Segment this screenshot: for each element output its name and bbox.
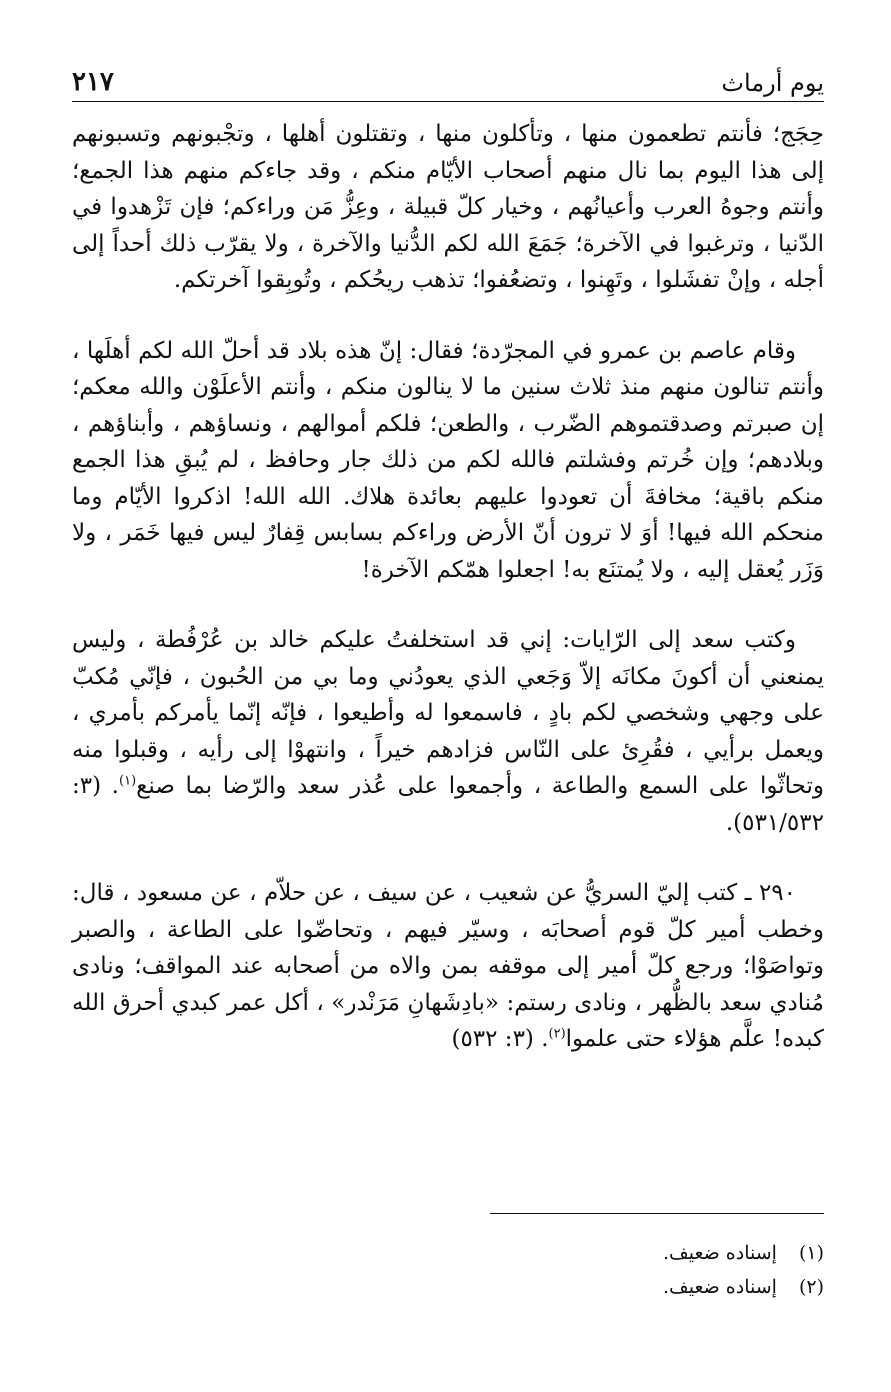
paragraph — [72, 333, 824, 589]
footnote-item — [490, 1236, 824, 1270]
footnote-number: (١) — [798, 1242, 824, 1264]
citation: . (٣: ٥٣٢) — [451, 1026, 549, 1052]
footnote-reference[interactable]: (١) — [119, 773, 137, 789]
footnote-reference[interactable]: (٢) — [548, 1026, 566, 1042]
page-header — [72, 52, 824, 102]
footnote-text: إسناده ضعيف. — [663, 1242, 777, 1264]
footnote-text: إسناده ضعيف. — [663, 1276, 777, 1298]
paragraph — [72, 875, 824, 1058]
footnotes — [490, 1236, 824, 1304]
paragraph-text: وقام عاصم بن عمرو في المجرّدة؛ فقال: إنّ هذه بلاد قد أحلّ الله لكم أهلَها ، وأنتم تنالون منهم منذ ثلاث سنين ما لا ينالون منكم ، وأنتم الأعلَوْن والله معكم؛ إن صبرتم وصدقتموهم الضّرب ، والطعن؛ فلكم أموالهم ، ونساؤهم ، وأبناؤهم ، وبلادهم؛ وإن خُرتم وفشلتم فالله لكم من ذلك جار وحافظ ، لم يُبقِ هذا الجمع منكم باقية؛ مخافةَ أن تعودوا عليهم بعائدة هلاك. الله الله! اذكروا الأيّام وما منحكم الله فيها! أوَ لا ترون أنّ الأرض وراءكم بسابس قِفارٌ ليس فيها خَمَر ، ولا وَزَر يُعقل إليه ، ولا يُمتنَع به! اجعلوا همّكم الآخرة! — [72, 337, 824, 583]
page-number: ٢١٧ — [72, 67, 114, 97]
main-text — [72, 116, 824, 1092]
footnote-number: (٢) — [798, 1276, 824, 1298]
running-title: يوم أرماث — [721, 69, 824, 97]
paragraph-text: حِجَج؛ فأنتم تطعمون منها ، وتأكلون منها ، وتقتلون أهلها ، وتجْبونهم وتسبونهم إلى هذا اليوم بما نال منهم أصحاب الأيّام منكم ، وقد جاءكم منهم هذا الجمع؛ وأنتم وجوهُ العرب وأعيانُهم ، وخيار كلّ قبيلة ، وعِزُّ مَن وراءكم؛ فإن تَزْهدوا في الدّنيا ، وترغبوا في الآخرة؛ جَمَعَ الله لكم الدُّنيا والآخرة ، ولا يقرّب ذلك أحداً إلى أجله ، وإنْ تفشَلوا ، وتَهِنوا ، وتضعُفوا؛ تذهب ريحُكم ، وتُوبِقوا آخرتكم. — [72, 121, 824, 293]
paragraph — [72, 622, 824, 841]
footnote-divider — [490, 1213, 824, 1214]
paragraph-text: ٢٩٠ ـ كتب إليّ السريُّ عن شعيب ، عن سيف ، عن حلاّم ، عن مسعود ، قال: وخطب أمير كلّ قوم أصحابَه ، وسيّر فيهم ، وتحاضّوا على الطاعة ، والصبر وتواصَوْا؛ ورجع كلّ أمير إلى موقفه بمن والاه من أصحابه عند المواقف؛ ونادى مُنادي سعد بالظُّهر ، ونادى رستم: «بادِشَهانِ مَرَنْدر» ، أكل عمر كبدي أحرق الله كبده! علَّم هؤلاء حتى علموا — [72, 880, 824, 1052]
citation: . (٣: ٥٣١/٥٣٢). — [72, 773, 824, 836]
paragraph — [72, 116, 824, 299]
paragraph-text: وكتب سعد إلى الرّايات: إني قد استخلفتُ عليكم خالد بن عُرْفُطة ، وليس يمنعني أن أكونَ مكانَه إلاّ وَجَعي الذي يعودُني وما بي من الحُبون ، فإنّي مُكبّ على وجهي وشخصي لكم بادٍ ، فاسمعوا له وأطيعوا ، فإنّه إنّما يأمركم بأمري ، ويعمل برأيي ، فقُرِئ على النّاس فزادهم خيراً ، وانتهوْا إلى رأيه ، وقبلوا منه وتحاثّوا على السمع والطاعة ، وأجمعوا على عُذر سعد والرّضا بما صنع — [72, 627, 824, 799]
footnote-item — [490, 1270, 824, 1304]
